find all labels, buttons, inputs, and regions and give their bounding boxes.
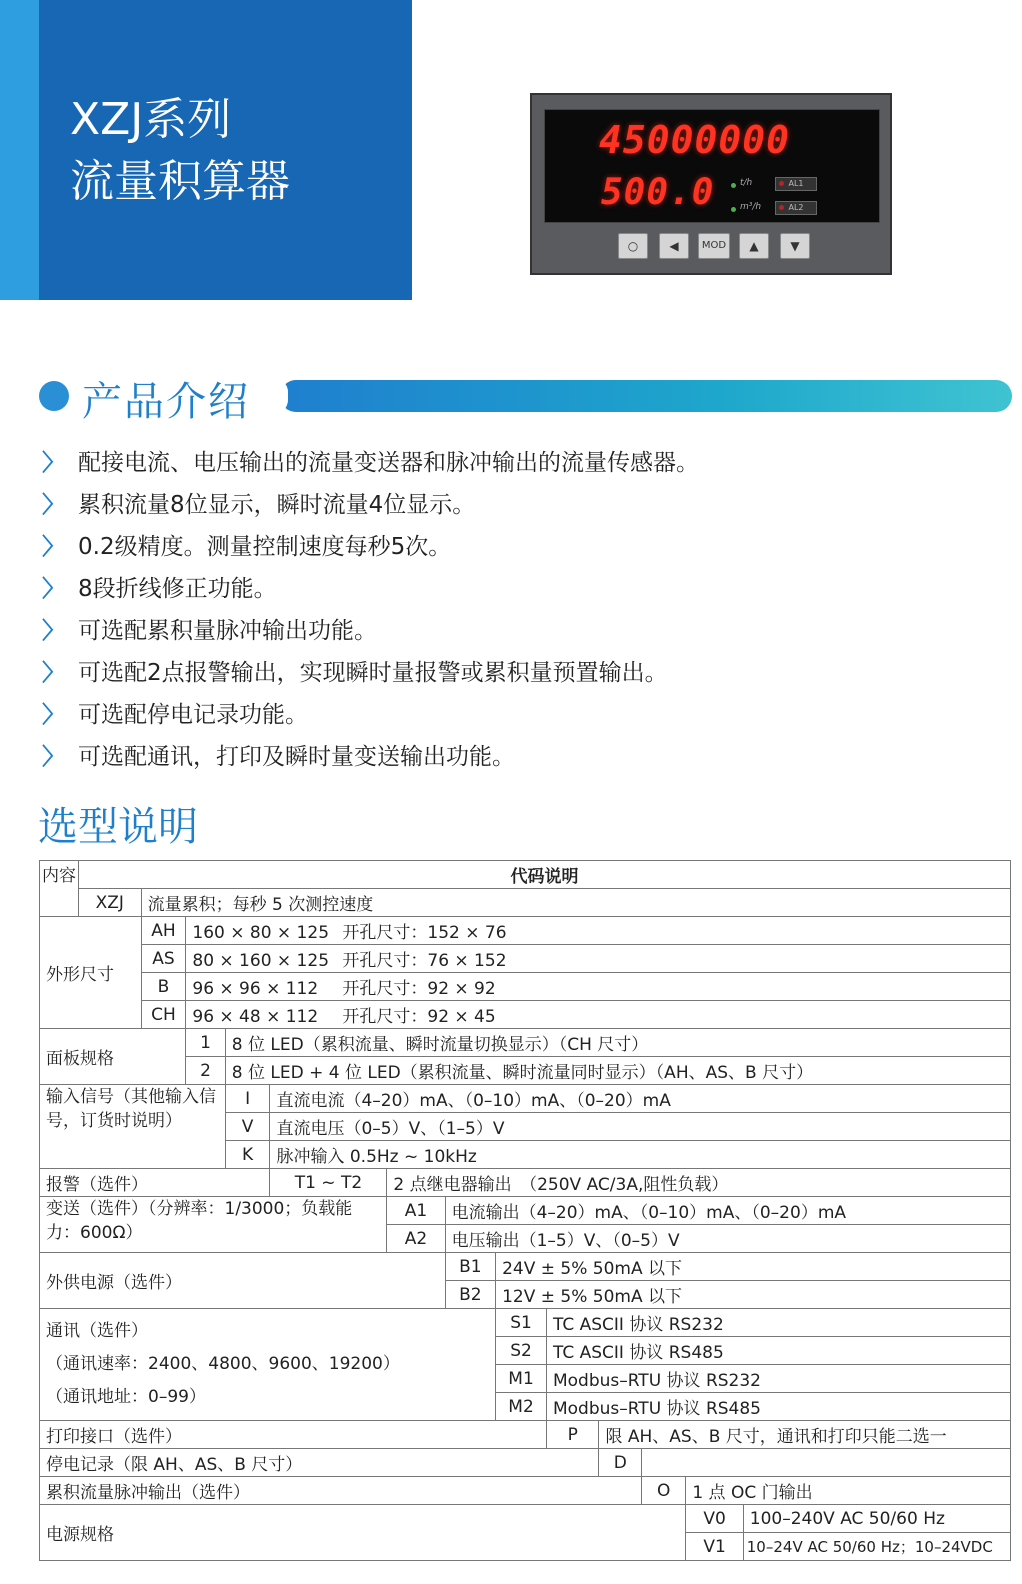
record-label: 停电记录（限 AH、AS、B 尺寸） [40,1449,599,1477]
size-cut: 开孔尺寸：76 × 152 [342,951,507,971]
feature-item [42,444,699,477]
indicator-dot [731,183,736,188]
alarm-label: 报警（选件） [40,1169,270,1197]
size-code: AH [141,917,186,945]
comm-desc: Modbus–RTU 协议 RS485 [546,1393,1010,1421]
head-content: 内容 [40,861,79,917]
feature-item [42,696,308,729]
size-code: CH [141,1001,186,1029]
chevron-right-icon: 〉 [42,450,65,476]
feature-text: 可选配2点报警输出，实现瞬时量报警或累积量预置输出。 [78,660,668,686]
device-front-panel [530,93,892,275]
comm-code: S1 [496,1309,547,1337]
feature-text: 可选配通讯，打印及瞬时量变送输出功能。 [78,744,515,770]
power-out-code: B2 [445,1281,496,1309]
chevron-right-icon: 〉 [42,576,65,602]
alarm-desc: 2 点继电器输出 （250V AC/3A,阻性负载） [387,1169,1011,1197]
model-desc: 流量累积；每秒 5 次测控速度 [141,889,1010,917]
feature-text: 8段折线修正功能。 [78,576,277,602]
chevron-right-icon: 〉 [42,744,65,770]
input-desc: 脉冲输入 0.5Hz ~ 10kHz [270,1141,1011,1169]
up-button[interactable]: ▲ [739,233,769,259]
series-title: XZJ系列 [70,94,232,145]
input-label: 输入信号（其他输入信号，订货时说明） [40,1085,226,1169]
chevron-right-icon: 〉 [42,534,65,560]
feature-item [42,486,475,519]
section-decor-bar [280,380,1012,412]
header-accent-strip [0,0,39,300]
input-desc: 直流电压（0–5）V、（1–5）V [270,1113,1011,1141]
size-dim: 80 × 160 × 125 [192,951,330,971]
display-window [544,109,880,223]
panel-label: 面板规格 [40,1029,186,1085]
comm-label [40,1309,496,1421]
size-label: 外形尺寸 [40,917,142,1029]
size-dim: 96 × 96 × 112 [192,979,319,999]
unit-bottom-label: m³/h [740,202,762,212]
size-desc [186,1001,1011,1029]
intro-heading: 产品介绍 [82,379,250,425]
size-dim: 96 × 48 × 112 [192,1007,319,1027]
comm-label-line: 通讯（选件） [46,1321,148,1341]
comm-label-line: （通讯速率：2400、4800、9600、19200） [46,1354,400,1374]
model-code: XZJ [79,889,142,917]
chevron-right-icon: 〉 [42,492,65,518]
print-label: 打印接口（选件） [40,1421,547,1449]
comm-label-line: （通讯地址：0–99） [46,1387,206,1407]
trans-code: A2 [387,1225,445,1253]
set-button[interactable]: ○ [618,233,648,259]
feature-item [42,738,515,771]
alarm-code: T1 ~ T2 [270,1169,387,1197]
product-title: 流量积算器 [70,156,290,207]
chevron-right-icon: 〉 [42,618,65,644]
down-button[interactable]: ▼ [780,233,810,259]
supply-code: V0 [686,1505,743,1533]
feature-item [42,612,377,645]
size-desc [186,945,1011,973]
pulse-label: 累积流量脉冲输出（选件） [40,1477,642,1505]
supply-desc: 10–24V AC 50/60 Hz；10–24VDC [743,1533,1010,1561]
trans-desc: 电压输出（1–5）V、（0–5）V [445,1225,1010,1253]
trans-label: 变送（选件）（分辨率：1/3000；负载能力：600Ω） [40,1197,387,1253]
section-bullet-icon [39,381,69,411]
left-button[interactable]: ◀ [659,233,689,259]
size-cut: 开孔尺寸：152 × 76 [342,923,507,943]
comm-desc: TC ASCII 协议 RS232 [546,1309,1010,1337]
feature-text: 可选配累积量脉冲输出功能。 [78,618,377,644]
mod-button[interactable]: MOD [698,233,730,259]
header-banner [39,0,412,300]
alarm1-indicator: AL1 [775,177,817,191]
feature-item [42,528,451,561]
power-out-label: 外供电源（选件） [40,1253,446,1309]
indicator-dot [731,207,736,212]
supply-desc: 100–240V AC 50/60 Hz [743,1505,1010,1533]
trans-code: A1 [387,1197,445,1225]
alarm2-indicator: AL2 [775,201,817,215]
comm-code: M1 [496,1365,547,1393]
input-desc: 直流电流（4–20）mA、（0–10）mA、（0–20）mA [270,1085,1011,1113]
selection-heading: 选型说明 [38,804,198,850]
comm-code: M2 [496,1393,547,1421]
pulse-desc: 1 点 OC 门输出 [686,1477,1011,1505]
unit-top-label: t/h [740,178,753,188]
trans-desc: 电流输出（4–20）mA、（0–10）mA、（0–20）mA [445,1197,1010,1225]
size-code: AS [141,945,186,973]
feature-item [42,570,277,603]
comm-desc: Modbus–RTU 协议 RS232 [546,1365,1010,1393]
feature-text: 0.2级精度。测量控制速度每秒5次。 [78,534,452,560]
head-code-desc: 代码说明 [79,861,1011,889]
comm-desc: TC ASCII 协议 RS485 [546,1337,1010,1365]
power-out-desc: 24V ± 5% 50mA 以下 [496,1253,1011,1281]
record-code: D [599,1449,642,1477]
supply-code: V1 [686,1533,743,1561]
size-cut: 开孔尺寸：92 × 92 [342,979,496,999]
led-instant-display: 500.0 [601,172,715,213]
input-code: I [225,1085,270,1113]
panel-desc: 8 位 LED（累积流量、瞬时流量切换显示）（CH 尺寸） [225,1029,1010,1057]
size-desc [186,973,1011,1001]
panel-code: 2 [186,1057,225,1085]
supply-label: 电源规格 [40,1505,686,1561]
feature-text: 配接电流、电压输出的流量变送器和脉冲输出的流量传感器。 [78,450,699,476]
comm-code: S2 [496,1337,547,1365]
print-desc: 限 AH、AS、B 尺寸，通讯和打印只能二选一 [599,1421,1011,1449]
feature-text: 可选配停电记录功能。 [78,702,308,728]
pulse-code: O [642,1477,686,1505]
chevron-right-icon: 〉 [42,702,65,728]
input-code: V [225,1113,270,1141]
size-code: B [141,973,186,1001]
chevron-right-icon: 〉 [42,660,65,686]
record-empty [642,1449,1011,1477]
power-out-desc: 12V ± 5% 50mA 以下 [496,1281,1011,1309]
selection-table [39,860,1011,1561]
input-code: K [225,1141,270,1169]
feature-text: 累积流量8位显示，瞬时流量4位显示。 [78,492,476,518]
power-out-code: B1 [445,1253,496,1281]
size-desc [186,917,1011,945]
size-dim: 160 × 80 × 125 [192,923,330,943]
panel-desc: 8 位 LED + 4 位 LED（累积流量、瞬时流量同时显示）（AH、AS、B 尺寸） [225,1057,1010,1085]
size-cut: 开孔尺寸：92 × 45 [342,1007,496,1027]
feature-item [42,654,668,687]
led-total-display: 45000000 [599,118,791,162]
print-code: P [546,1421,599,1449]
panel-code: 1 [186,1029,225,1057]
